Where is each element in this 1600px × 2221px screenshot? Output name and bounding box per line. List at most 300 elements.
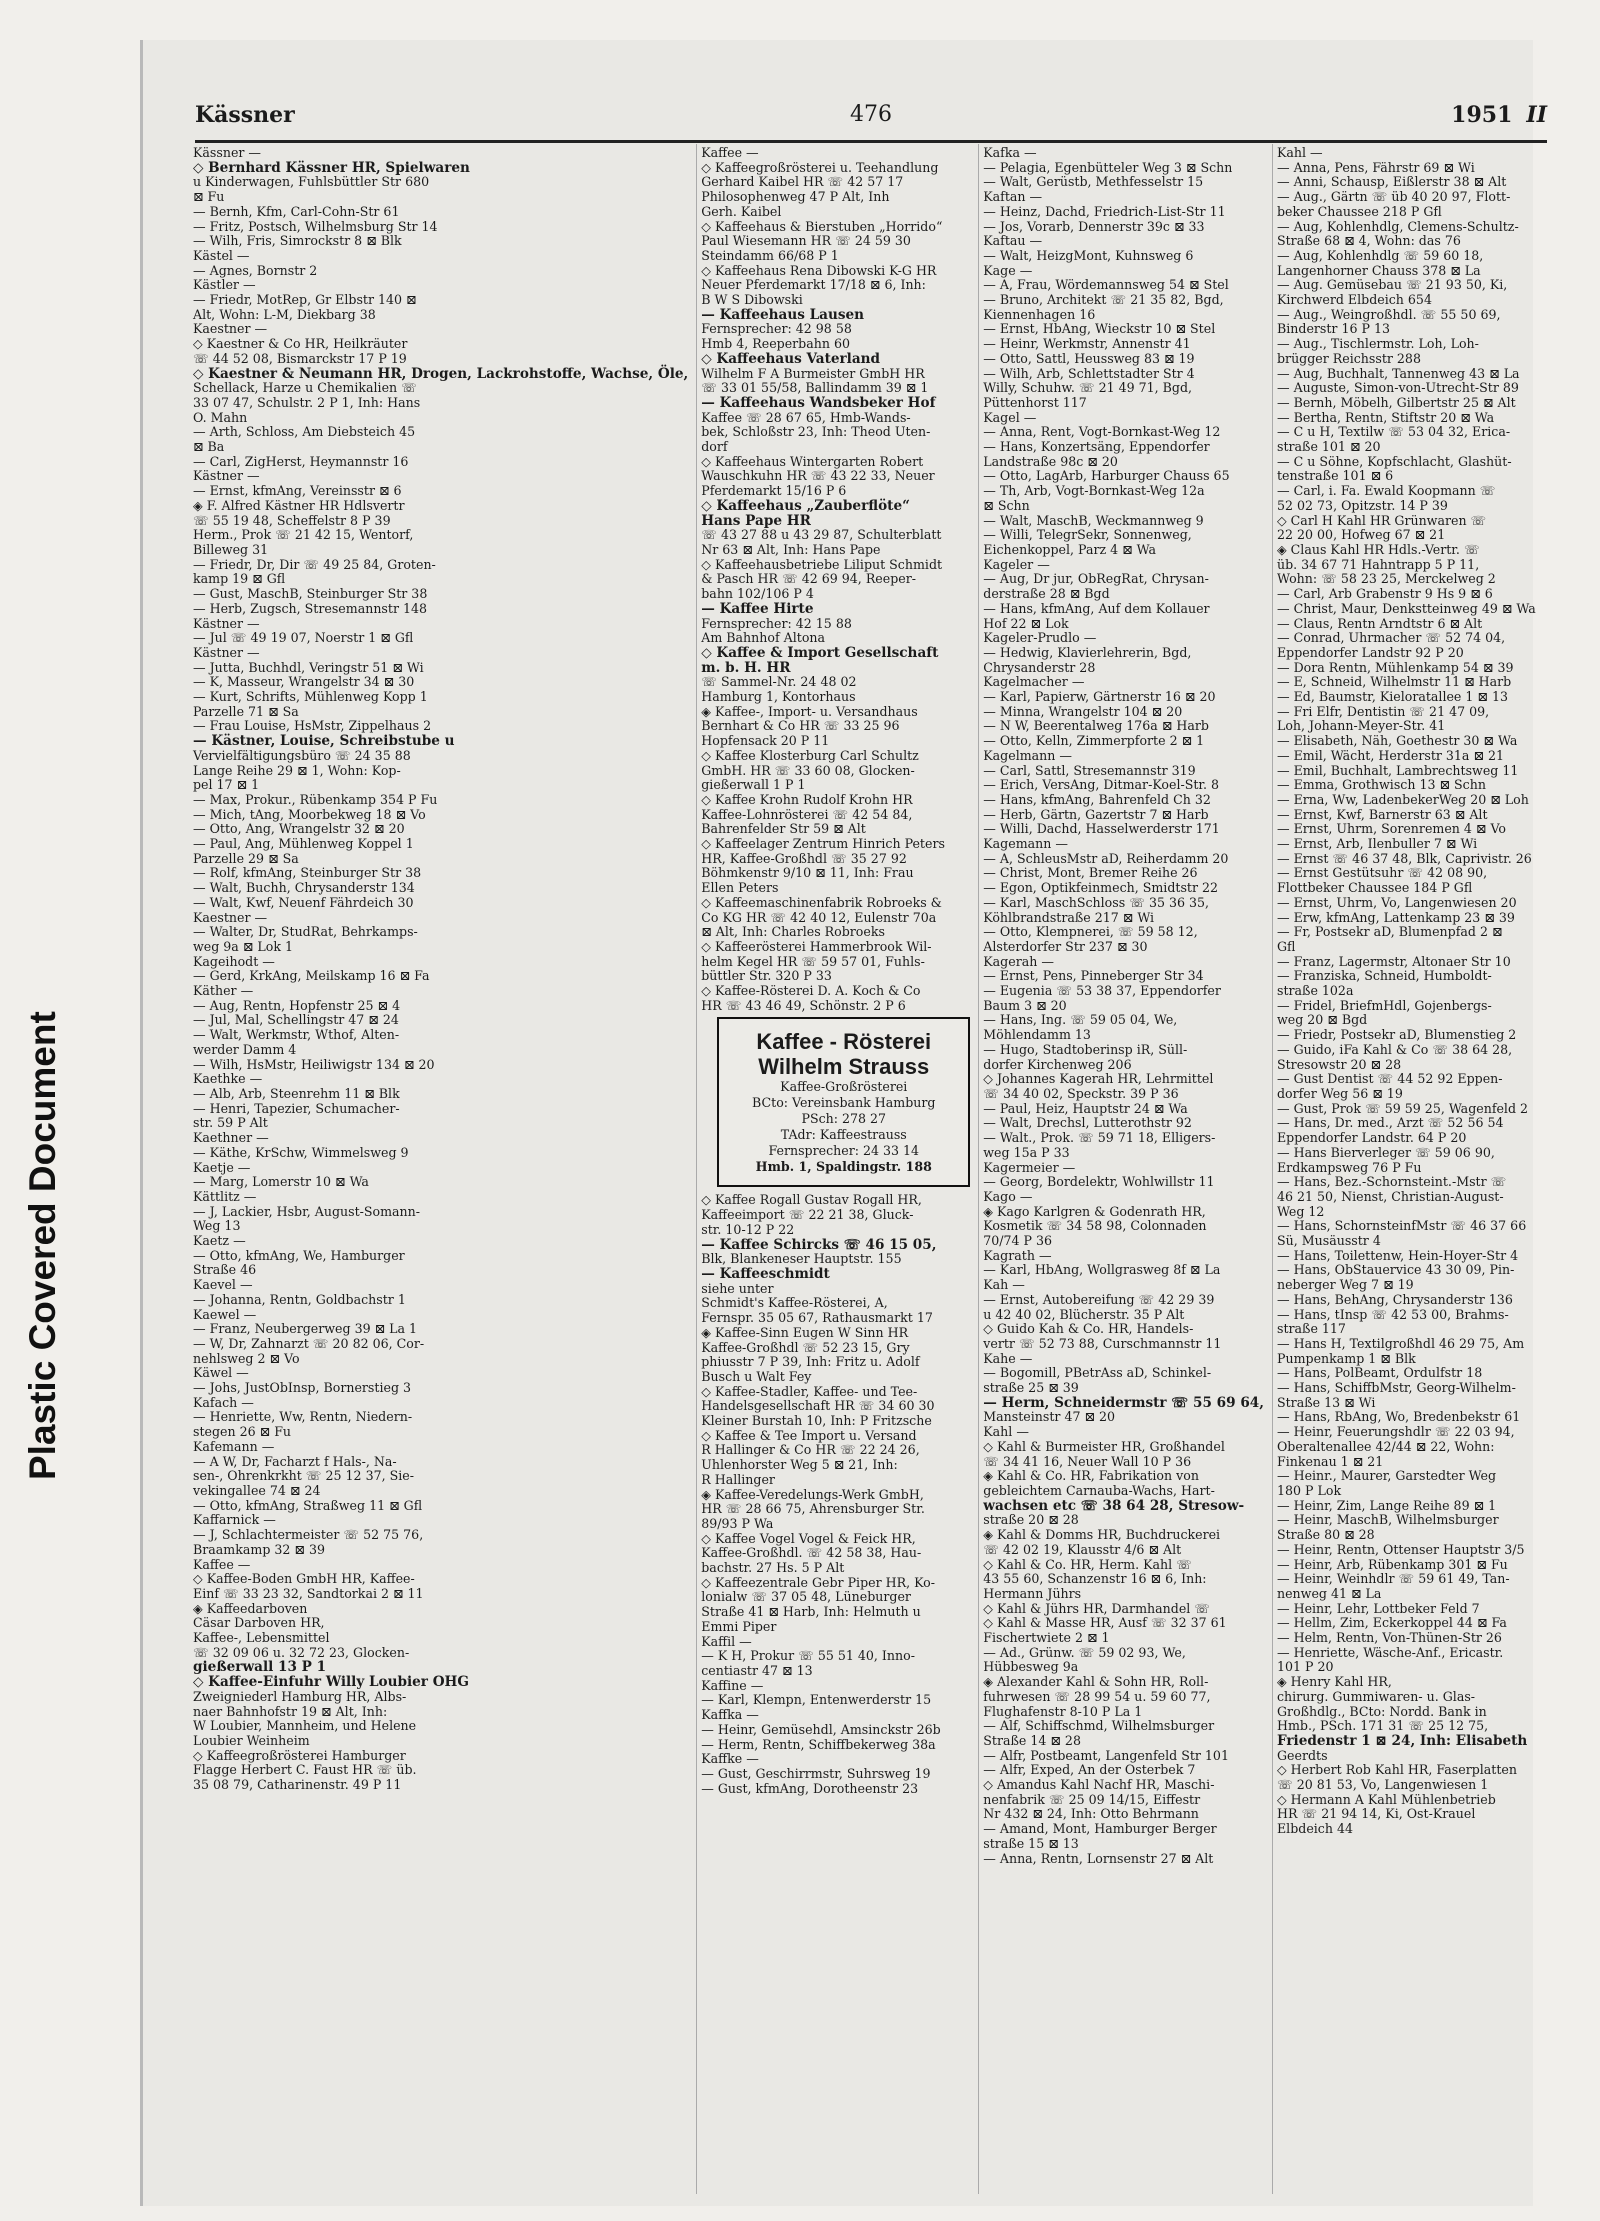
- directory-entry: — Wilh, Fris, Simrockstr 8 ⊠ Blk: [193, 233, 402, 249]
- directory-entry: neberger Weg 7 ⊠ 19: [1276, 1277, 1414, 1293]
- directory-entry: Böhmkenstr 9/10 ⊠ 11, Inh: Frau: [701, 865, 914, 881]
- directory-entry: Kahl —: [1276, 145, 1323, 160]
- directory-entry: Kageler —: [983, 556, 1050, 572]
- directory-entry: — Willi, Dachd, Hasselwerderstr 171: [983, 821, 1220, 837]
- directory-entry: — Kaffeeschmidt: [701, 1266, 830, 1282]
- directory-entry: — Th, Arb, Vogt-Bornkast-Weg 12a: [983, 483, 1205, 499]
- directory-entry: — Karl, Papierw, Gärtnerstr 16 ⊠ 20: [983, 689, 1216, 705]
- directory-entry: Kästel —: [193, 247, 250, 263]
- directory-entry: Landstraße 98c ⊠ 20: [983, 453, 1118, 469]
- directory-entry: nenweg 41 ⊠ La: [1276, 1585, 1382, 1601]
- directory-entry: — Johs, JustObInsp, Bornerstieg 3: [193, 1380, 412, 1396]
- directory-entry: Hans Pape HR: [701, 512, 811, 529]
- directory-entry: u 42 40 02, Blücherstr. 35 P Alt: [983, 1306, 1185, 1322]
- directory-entry: 89/93 P Wa: [701, 1515, 774, 1531]
- directory-entry: ⊠ Alt, Inh: Charles Robroeks: [701, 924, 885, 940]
- directory-entry: Kästner —: [193, 615, 260, 631]
- directory-entry: ◇ Kaffeehausbetriebe Liliput Schmidt: [701, 556, 943, 572]
- directory-entry: ◈ F. Alfred Kästner HR Hdlsvertr: [193, 497, 405, 513]
- directory-entry: Hof 22 ⊠ Lok: [983, 615, 1069, 631]
- directory-entry: ◇ Kaffeemaschinenfabrik Robroeks &: [701, 894, 942, 910]
- directory-entry: ☏ 34 40 02, Speckstr. 39 P 36: [983, 1086, 1179, 1101]
- directory-entry: ◇ Guido Kah & Co. HR, Handels-: [983, 1321, 1194, 1337]
- directory-entry: straße 101 ⊠ 20: [1276, 439, 1381, 455]
- directory-entry: — Willi, TelegrSekr, Sonnenweg,: [983, 527, 1192, 543]
- directory-entry: Kagel —: [983, 409, 1037, 425]
- directory-entry: — Ernst ☏ 46 37 48, Blk, Caprivistr. 26: [1276, 850, 1532, 866]
- directory-entry: Straße 14 ⊠ 28: [983, 1732, 1081, 1748]
- directory-entry: HR ☏ 21 94 14, Ki, Ost-Krauel: [1276, 1806, 1476, 1822]
- directory-entry: — Aug. Gemüsebau ☏ 21 93 50, Ki,: [1276, 277, 1508, 293]
- directory-entry: Kirchwerd Elbdeich 654: [1276, 292, 1432, 308]
- directory-entry: Kaffee —: [701, 145, 759, 160]
- directory-entry: Hmb., PSch. 171 31 ☏ 25 12 75,: [1276, 1718, 1489, 1734]
- directory-entry: — C u Söhne, Kopfschlacht, Glashüt-: [1276, 453, 1512, 469]
- directory-entry: — Carl, ZigHerst, Heymannstr 16: [193, 453, 409, 469]
- directory-entry: — Bertha, Rentn, Stiftstr 20 ⊠ Wa: [1276, 409, 1495, 425]
- directory-entry: Cäsar Darboven HR,: [193, 1615, 325, 1631]
- column-4: [1277, 144, 1555, 2194]
- directory-entry: 43 55 60, Schanzenstr 16 ⊠ 6, Inh:: [983, 1571, 1207, 1587]
- directory-entry: — Hans, Toilettenw, Hein-Hoyer-Str 4: [1276, 1247, 1519, 1263]
- directory-entry: kamp 19 ⊠ Gfl: [193, 571, 286, 587]
- directory-entry: ◇ Kaffee-Einfuhr Willy Loubier OHG: [193, 1674, 469, 1691]
- directory-entry: straße 20 ⊠ 28: [983, 1512, 1079, 1528]
- directory-entry: beker Chaussee 218 P Gfl: [1276, 203, 1442, 219]
- directory-entry: straße 117: [1276, 1321, 1346, 1337]
- directory-entry: 33 07 47, Schulstr. 2 P 1, Inh: Hans: [193, 394, 421, 410]
- directory-entry: Hermann Jührs: [983, 1585, 1082, 1601]
- ad-subtitle: Kaffee-Großrösterei: [780, 1079, 908, 1095]
- directory-entry: Kah —: [983, 1277, 1025, 1293]
- directory-entry: — Christ, Mont, Bremer Reihe 26: [983, 865, 1198, 881]
- directory-entry: — Herm, Rentn, Schiffbekerweg 38a: [701, 1736, 936, 1752]
- directory-entry: Hopfensack 20 P 11: [701, 733, 830, 749]
- directory-entry: ◈ Kaffeedarboven: [193, 1600, 308, 1616]
- directory-entry: — Gust, Prok ☏ 59 59 25, Wagenfeld 2: [1276, 1100, 1529, 1116]
- directory-entry: tenstraße 101 ⊠ 6: [1276, 468, 1394, 484]
- directory-entry: — Ernst Gestütsuhr ☏ 42 08 90,: [1276, 865, 1488, 881]
- ad-title-line1: Kaffee - Rösterei: [756, 1029, 932, 1055]
- directory-entry: nenfabrik ☏ 25 09 14/15, Eiffestr: [983, 1791, 1201, 1807]
- directory-entry: — Jutta, Buchhdl, Veringstr 51 ⊠ Wi: [193, 659, 424, 675]
- directory-entry: — Henri, Tapezier, Schumacher-: [193, 1100, 400, 1116]
- directory-entry: — Bruno, Architekt ☏ 21 35 82, Bgd,: [983, 292, 1224, 308]
- directory-entry: Kaffee-Lohnrösterei ☏ 42 54 84,: [701, 806, 913, 822]
- ad-psch: PSch: 278 27: [801, 1111, 887, 1127]
- directory-entry: HR ☏ 28 66 75, Ahrensburger Str.: [701, 1501, 925, 1517]
- directory-entry: ◈ Kaffee-, Import- u. Versandhaus: [701, 703, 918, 719]
- directory-entry: Kosmetik ☏ 34 58 98, Colonnaden: [983, 1218, 1207, 1234]
- directory-entry: Möhlendamm 13: [983, 1027, 1091, 1043]
- directory-entry: ◇ Kaffeegroßrösterei Hamburger: [193, 1747, 406, 1763]
- directory-entry: — Walt, HeizgMont, Kuhnsweg 6: [983, 247, 1194, 263]
- directory-entry: — Anna, Rent, Vogt-Bornkast-Weg 12: [983, 424, 1221, 440]
- directory-entry: — Fridel, BriefmHdl, Gojenbergs-: [1276, 997, 1492, 1013]
- directory-entry: — Fr, Postsekr aD, Blumenpfad 2 ⊠: [1276, 924, 1503, 940]
- directory-entry: bachstr. 27 Hs. 5 P Alt: [701, 1560, 845, 1576]
- directory-entry: Loubier Weinheim: [193, 1732, 310, 1748]
- directory-entry: — Fri Elfr, Dentistin ☏ 21 47 09,: [1276, 703, 1490, 719]
- directory-entry: — Conrad, Uhrmacher ☏ 52 74 04,: [1276, 630, 1506, 646]
- directory-entry: Kättlitz —: [193, 1188, 257, 1204]
- directory-entry: Nr 63 ⊠ Alt, Inh: Hans Pape: [701, 541, 881, 557]
- directory-entry: Kaethke —: [193, 1071, 263, 1087]
- directory-entry: Kafka —: [983, 145, 1037, 160]
- directory-entry: — J, Lackier, Hsbr, August-Somann-: [193, 1203, 421, 1219]
- directory-entry: — Kaffee Hirte: [701, 600, 814, 617]
- directory-entry: — Ernst, Kwf, Barnerstr 63 ⊠ Alt: [1276, 806, 1488, 822]
- directory-entry: — Heinz, Dachd, Friedrich-List-Str 11: [983, 203, 1226, 219]
- directory-entry: ◇ Kaestner & Neumann HR, Drogen, Lackrohstoffe, Wachse, Öle,: [193, 365, 689, 382]
- directory-entry: Gfl: [1276, 938, 1296, 954]
- directory-entry: — Carl, Sattl, Stresemannstr 319: [983, 762, 1196, 778]
- directory-entry: — Hugo, Stadtoberinsp iR, Süll-: [983, 1041, 1188, 1057]
- directory-entry: brügger Reichsstr 288: [1276, 350, 1421, 366]
- directory-entry: ☏ Sammel-Nr. 24 48 02: [701, 674, 857, 690]
- directory-entry: fuhrwesen ☏ 28 99 54 u. 59 60 77,: [983, 1688, 1211, 1704]
- directory-entry: straße 25 ⊠ 39: [983, 1380, 1079, 1396]
- directory-entry: — Carl, Arb Grabenstr 9 Hs 9 ⊠ 6: [1276, 586, 1493, 602]
- directory-entry: — Hans, ObStauervice 43 30 09, Pin-: [1276, 1262, 1515, 1278]
- directory-entry: u Kinderwagen, Fuhlsbüttler Str 680: [193, 174, 430, 190]
- directory-entry: Co KG HR ☏ 42 40 12, Eulenstr 70a: [701, 909, 937, 925]
- directory-entry: Kaevel —: [193, 1277, 253, 1293]
- directory-entry: — Jul, Mal, Schellingstr 47 ⊠ 24: [193, 1012, 399, 1028]
- directory-entry: ◇ Kahl & Co. HR, Herm. Kahl ☏: [983, 1556, 1192, 1572]
- directory-entry: Kagrath —: [983, 1247, 1052, 1263]
- directory-entry: Sü, Musäusstr 4: [1276, 1233, 1381, 1249]
- directory-entry: — Käthe, KrSchw, Wimmelsweg 9: [193, 1144, 409, 1160]
- directory-entry: Stresowstr 20 ⊠ 28: [1276, 1056, 1402, 1072]
- directory-entry: — Pelagia, Egenbütteler Weg 3 ⊠ Schn: [983, 159, 1233, 175]
- directory-entry: — Johanna, Rentn, Goldbachstr 1: [193, 1291, 406, 1307]
- directory-entry: 70/74 P 36: [983, 1233, 1053, 1249]
- directory-entry: — Karl, HbAng, Wollgrasweg 8f ⊠ La: [983, 1262, 1221, 1278]
- directory-entry: Käwel —: [193, 1365, 249, 1381]
- directory-entry: — Hans, RbAng, Wo, Bredenbekstr 61: [1276, 1409, 1521, 1425]
- directory-entry: — Hans Bierverleger ☏ 59 06 90,: [1276, 1144, 1495, 1160]
- directory-entry: — Rolf, kfmAng, Steinburger Str 38: [193, 865, 422, 881]
- directory-entry: Kago —: [983, 1188, 1033, 1204]
- directory-entry: — Walt, Buchh, Chrysanderstr 134: [193, 880, 415, 896]
- directory-entry: — Heinr, Lehr, Lottbeker Feld 7: [1276, 1600, 1480, 1616]
- directory-entry: lonialw ☏ 37 05 48, Lüneburger: [701, 1589, 911, 1605]
- directory-entry: ◇ Kaffeehaus & Bierstuben „Horrido“: [701, 218, 943, 234]
- directory-entry: Kagemann —: [983, 836, 1068, 852]
- directory-entry: Pumpenkamp 1 ⊠ Blk: [1276, 1350, 1416, 1366]
- ad-address: Hmb. 1, Spaldingstr. 188: [755, 1159, 932, 1175]
- directory-entry: Kaffke —: [701, 1751, 759, 1767]
- directory-entry: Fernsprecher: 42 98 58: [701, 321, 852, 337]
- directory-entry: R Hallinger & Co HR ☏ 22 24 26,: [701, 1442, 920, 1458]
- directory-entry: — Claus, Rentn Arndtstr 6 ⊠ Alt: [1276, 615, 1483, 631]
- directory-entry: ⊠ Fu: [193, 189, 225, 205]
- directory-entry: Kaestner —: [193, 909, 268, 925]
- directory-entry: ◇ Kaffee-Stadler, Kaffee- und Tee-: [701, 1383, 918, 1399]
- directory-entry: Elbdeich 44: [1276, 1821, 1354, 1837]
- directory-entry: gießerwall 1 P 1: [701, 777, 806, 793]
- directory-entry: R Hallinger: [701, 1471, 775, 1487]
- directory-entry: Bahrenfelder Str 59 ⊠ Alt: [701, 821, 866, 837]
- directory-entry: derstraße 28 ⊠ Bgd: [983, 586, 1110, 602]
- directory-entry: helm Kegel HR ☏ 59 57 01, Fuhls-: [701, 953, 925, 969]
- directory-entry: — Walt, Kwf, Neuenf Fährdeich 30: [193, 894, 414, 910]
- directory-entry: — C u H, Textilw ☏ 53 04 32, Erica-: [1276, 424, 1511, 440]
- directory-entry: Blk, Blankeneser Hauptstr. 155: [701, 1251, 902, 1267]
- directory-entry: — Aug., Weingroßhdl. ☏ 55 50 69,: [1276, 306, 1501, 322]
- directory-entry: ☏ 33 01 55/58, Ballindamm 39 ⊠ 1: [701, 380, 929, 396]
- directory-entry: — Walter, Dr, StudRat, Behrkamps-: [193, 924, 418, 940]
- directory-entry: Alt, Wohn: L-M, Diekbarg 38: [193, 306, 376, 322]
- directory-entry: — Aug, Kohlenhdlg ☏ 59 60 18,: [1276, 247, 1484, 263]
- directory-entry: wachsen etc ☏ 38 64 28, Stresow-: [983, 1497, 1245, 1514]
- directory-entry: — Fritz, Postsch, Wilhelmsburg Str 14: [193, 218, 438, 234]
- directory-entry: Kaethner —: [193, 1130, 269, 1146]
- directory-entry: — Herb, Zugsch, Stresemannstr 148: [193, 600, 428, 616]
- directory-entry: Kästner —: [193, 468, 260, 484]
- directory-entry: ◇ Kaffee-Boden GmbH HR, Kaffee-: [193, 1571, 415, 1587]
- directory-entry: 22 20 00, Hofweg 67 ⊠ 21: [1276, 527, 1446, 543]
- directory-entry: vertr ☏ 52 73 88, Curschmannstr 11: [983, 1335, 1222, 1351]
- directory-entry: ◇ Kaffee & Tee Import u. Versand: [701, 1427, 917, 1443]
- directory-entry: naer Bahnhofstr 19 ⊠ Alt, Inh:: [193, 1703, 388, 1719]
- directory-entry: Fernsprecher: 42 15 88: [701, 615, 852, 631]
- directory-entry: — Hans, kfmAng, Bahrenfeld Ch 32: [983, 791, 1211, 807]
- directory-entry: — Georg, Bordelektr, Wohlwillstr 11: [983, 1174, 1215, 1190]
- directory-entry: Friedenstr 1 ⊠ 24, Inh: Elisabeth: [1276, 1732, 1528, 1749]
- ad-phone: Fernsprecher: 24 33 14: [768, 1143, 920, 1159]
- directory-entry: — Mich, tAng, Moorbekweg 18 ⊠ Vo: [193, 806, 426, 822]
- directory-entry: — W, Dr, Zahnarzt ☏ 20 82 06, Cor-: [193, 1335, 425, 1351]
- header-keyword: Kässner: [195, 102, 295, 128]
- directory-entry: — Franziska, Schneid, Humboldt-: [1276, 968, 1492, 984]
- directory-entry: — Heinr, Rentn, Ottenser Hauptstr 3/5: [1276, 1541, 1525, 1557]
- directory-entry: Handelsgesellschaft HR ☏ 34 60 30: [701, 1398, 935, 1414]
- directory-entry: ◈ Claus Kahl HR Hdls.-Vertr. ☏: [1276, 541, 1480, 557]
- directory-entry: — Aug, Buchhalt, Tannenweg 43 ⊠ La: [1276, 365, 1520, 381]
- directory-entry: — Heinr, Zim, Lange Reihe 89 ⊠ 1: [1276, 1497, 1497, 1513]
- directory-entry: — Otto, kfmAng, We, Hamburger: [193, 1247, 405, 1263]
- part-text: II: [1526, 102, 1547, 128]
- directory-entry: bahn 102/106 P 4: [701, 586, 814, 602]
- directory-entry: ☏ 42 02 19, Klausstr 4/6 ⊠ Alt: [983, 1541, 1182, 1557]
- directory-entry: ⊠ Ba: [193, 439, 225, 455]
- directory-entry: — Herb, Gärtn, Gazertstr 7 ⊠ Harb: [983, 806, 1209, 822]
- directory-entry: ◈ Kahl & Co. HR, Fabrikation von: [983, 1468, 1199, 1484]
- directory-entry: — Ernst, Uhrm, Vo, Langenwiesen 20: [1276, 894, 1517, 910]
- directory-entry: — A, SchleusMstr aD, Reiherdamm 20: [983, 850, 1229, 866]
- directory-entry: gebleichtem Carnauba-Wachs, Hart-: [983, 1482, 1215, 1498]
- directory-entry: Steindamm 66/68 P 1: [701, 247, 839, 263]
- directory-entry: ◇ Kaffee Krohn Rudolf Krohn HR: [701, 791, 913, 807]
- directory-entry: Straße 46: [193, 1262, 257, 1278]
- directory-entry: dorfer Kirchenweg 206: [983, 1056, 1132, 1072]
- plastic-covered-label: Plastic Covered Document: [22, 1011, 63, 1480]
- directory-entry: Kaffarnick —: [193, 1512, 276, 1528]
- directory-entry: — Kaffee Schircks ☏ 46 15 05,: [701, 1236, 937, 1253]
- directory-entry: — Otto, Ang, Wrangelstr 32 ⊠ 20: [193, 821, 405, 837]
- directory-entry: ◇ Kaffee Rogall Gustav Rogall HR,: [701, 1192, 922, 1208]
- directory-entry: str. 59 P Alt: [193, 1115, 268, 1131]
- directory-entry: — Hans, SchornsteinfMstr ☏ 46 37 66: [1276, 1218, 1527, 1234]
- directory-entry: — Henriette, Ww, Rentn, Niedern-: [193, 1409, 413, 1425]
- directory-entry: — Wilh, HsMstr, Heiliwigstr 134 ⊠ 20: [193, 1056, 435, 1072]
- directory-entry: Eppendorfer Landstr. 64 P 20: [1276, 1130, 1467, 1146]
- directory-entry: — Friedr, MotRep, Gr Elbstr 140 ⊠: [193, 292, 417, 308]
- directory-entry: ◇ Kahl & Masse HR, Ausf ☏ 32 37 61: [983, 1615, 1227, 1631]
- directory-entry: gießerwall 13 P 1: [193, 1659, 327, 1676]
- directory-entry: — Minna, Wrangelstr 104 ⊠ 20: [983, 703, 1183, 719]
- directory-entry: — N W, Beerentalweg 176a ⊠ Harb: [983, 718, 1209, 734]
- directory-entry: Weg 13: [193, 1218, 241, 1234]
- directory-entry: ◇ Bernhard Kässner HR, Spielwaren: [193, 159, 470, 176]
- directory-entry: — Anni, Schausp, Eißlerstr 38 ⊠ Alt: [1276, 174, 1507, 190]
- directory-entry: Herm., Prok ☏ 21 42 15, Wentorf,: [193, 527, 414, 543]
- directory-entry: Flughafenstr 8-10 P La 1: [983, 1703, 1143, 1719]
- directory-entry: ☏ 43 27 88 u 43 29 87, Schulterblatt: [701, 527, 942, 543]
- page-number: 476: [850, 102, 892, 127]
- directory-entry: — Aug., Tischlermstr. Loh, Loh-: [1276, 336, 1479, 352]
- directory-entry: — Hans H, Textilgroßhdl 46 29 75, Am: [1276, 1335, 1525, 1351]
- directory-entry: Uhlenhorster Weg 5 ⊠ 21, Inh:: [701, 1457, 898, 1473]
- directory-entry: — Paul, Ang, Mühlenweg Koppel 1: [193, 836, 414, 852]
- directory-entry: ◈ Kaffee-Veredelungs-Werk GmbH,: [701, 1486, 924, 1502]
- directory-entry: Kaffee-, Lebensmittel: [193, 1630, 330, 1646]
- directory-entry: ◇ Kaffeehaus Rena Dibowski K-G HR: [701, 262, 937, 278]
- directory-entry: ◈ Henry Kahl HR,: [1276, 1674, 1392, 1690]
- directory-entry: dorf: [701, 439, 728, 455]
- directory-entry: & Pasch HR ☏ 42 69 94, Reeper-: [701, 571, 916, 587]
- directory-entry: — Aug., Gärtn ☏ üb 40 20 97, Flott-: [1276, 189, 1511, 205]
- directory-entry: Kaffee-Großhdl ☏ 52 23 15, Gry: [701, 1339, 910, 1355]
- directory-entry: — Helm, Rentn, Von-Thünen-Str 26: [1276, 1630, 1502, 1646]
- directory-entry: — Agnes, Bornstr 2: [193, 262, 318, 278]
- directory-entry: Kaftau —: [983, 233, 1043, 249]
- directory-entry: ◇ Kaffee Klosterburg Carl Schultz: [701, 747, 919, 763]
- directory-entry: Wilhelm F A Burmeister GmbH HR: [701, 365, 925, 381]
- directory-entry: — A, Frau, Wördemannsweg 54 ⊠ Stel: [983, 277, 1229, 293]
- directory-entry: ☏ 55 19 48, Scheffelstr 8 P 39: [193, 512, 391, 528]
- directory-entry: — K, Masseur, Wrangelstr 34 ⊠ 30: [193, 674, 415, 690]
- directory-entry: — Kaffeehaus Lausen: [701, 306, 865, 323]
- directory-entry: — Otto, kfmAng, Straßweg 11 ⊠ Gfl: [193, 1497, 423, 1513]
- directory-entry: — Otto, Klempnerei, ☏ 59 58 12,: [983, 924, 1198, 940]
- directory-entry: Kagelmann —: [983, 747, 1072, 763]
- directory-entry: Großhdlg., BCto: Nordd. Bank in: [1276, 1703, 1487, 1719]
- page-header: [195, 90, 1547, 143]
- directory-entry: — Herm, Schneidermstr ☏ 55 69 64,: [983, 1394, 1264, 1411]
- directory-entry: ◇ Kaffeelager Zentrum Hinrich Peters: [701, 836, 945, 852]
- directory-entry: — Frau Louise, HsMstr, Zippelhaus 2: [193, 718, 432, 734]
- directory-entry: siehe unter: [701, 1280, 774, 1296]
- directory-entry: sen-, Ohrenkrkht ☏ 25 12 37, Sie-: [193, 1468, 414, 1484]
- directory-entry: — Anna, Rentn, Lornsenstr 27 ⊠ Alt: [983, 1850, 1214, 1866]
- directory-entry: — E, Schneid, Wilhelmstr 11 ⊠ Harb: [1276, 674, 1512, 690]
- directory-entry: — Gust, MaschB, Steinburger Str 38: [193, 586, 428, 602]
- directory-entry: — Heinr, Arb, Rübenkamp 301 ⊠ Fu: [1276, 1556, 1508, 1572]
- directory-entry: Hmb 4, Reeperbahn 60: [701, 336, 851, 352]
- directory-entry: — Anna, Pens, Fährstr 69 ⊠ Wi: [1276, 159, 1475, 175]
- directory-entry: Hübbesweg 9a: [983, 1659, 1079, 1675]
- directory-entry: ☏ 34 41 16, Neuer Wall 10 P 36: [983, 1453, 1192, 1469]
- directory-entry: — Franz, Lagermstr, Altonaer Str 10: [1276, 953, 1511, 969]
- directory-entry: — Auguste, Simon-von-Utrecht-Str 89: [1276, 380, 1519, 396]
- directory-entry: Langenhorner Chauss 378 ⊠ La: [1276, 262, 1481, 278]
- directory-entry: — Hans, Ing. ☏ 59 05 04, We,: [983, 1012, 1178, 1028]
- directory-entry: Mansteinstr 47 ⊠ 20: [983, 1409, 1116, 1425]
- directory-entry: ◇ Kaffee & Import Gesellschaft: [701, 644, 939, 661]
- directory-entry: O. Mahn: [193, 409, 248, 425]
- directory-entry: Ellen Peters: [701, 880, 779, 896]
- ad-title-line2: Wilhelm Strauss: [758, 1054, 930, 1080]
- directory-entry: — Emma, Grothwisch 13 ⊠ Schn: [1276, 777, 1486, 793]
- directory-entry: ◈ Alexander Kahl & Sohn HR, Roll-: [983, 1674, 1209, 1690]
- directory-entry: — Gerd, KrkAng, Meilskamp 16 ⊠ Fa: [193, 968, 430, 984]
- directory-entry: Parzelle 29 ⊠ Sa: [193, 850, 299, 866]
- directory-entry: vekingallee 74 ⊠ 24: [193, 1482, 321, 1498]
- directory-entry: Kaetje —: [193, 1159, 251, 1175]
- directory-entry: — Kaffeehaus Wandsbeker Hof: [701, 394, 936, 411]
- directory-entry: Kageler-Prudlo —: [983, 630, 1097, 646]
- directory-entry: — Walt, Gerüstb, Methfesselstr 15: [983, 174, 1204, 190]
- directory-entry: — Hans, Bez.-Schornsteint.-Mstr ☏: [1276, 1174, 1507, 1190]
- directory-entry: Braamkamp 32 ⊠ 39: [193, 1541, 325, 1557]
- directory-entry: — Hans, tInsp ☏ 42 53 00, Brahms-: [1276, 1306, 1509, 1322]
- directory-entry: Wohn: ☏ 58 23 25, Merckelweg 2: [1276, 571, 1496, 587]
- directory-entry: nehlsweg 2 ⊠ Vo: [193, 1350, 300, 1366]
- directory-entry: ◇ Hermann A Kahl Mühlenbetrieb: [1276, 1791, 1496, 1807]
- directory-entry: Flottbeker Chaussee 184 P Gfl: [1276, 880, 1473, 896]
- directory-entry: — Max, Prokur., Rübenkamp 354 P Fu: [193, 791, 438, 807]
- directory-entry: — Heinr., Maurer, Garstedter Weg: [1276, 1468, 1497, 1484]
- directory-entry: — Jos, Vorarb, Dennerstr 39c ⊠ 33: [983, 218, 1205, 234]
- directory-entry: Binderstr 16 P 13: [1276, 321, 1390, 337]
- directory-entry: — Otto, Kelln, Zimmerpforte 2 ⊠ 1: [983, 733, 1205, 749]
- directory-entry: — Hans, BehAng, Chrysanderstr 136: [1276, 1291, 1513, 1307]
- directory-entry: Püttenhorst 117: [983, 394, 1087, 410]
- column-1: [193, 144, 697, 2194]
- directory-entry: — Alb, Arb, Steenrehm 11 ⊠ Blk: [193, 1086, 400, 1101]
- directory-entry: GmbH. HR ☏ 33 60 08, Glocken-: [701, 762, 915, 778]
- directory-entry: str. 10-12 P 22: [701, 1221, 795, 1237]
- directory-entry: ◇ Johannes Kagerah HR, Lehrmittel: [983, 1071, 1214, 1087]
- directory-entry: — Alfr, Postbeamt, Langenfeld Str 101: [983, 1747, 1229, 1763]
- directory-entry: Kaffka —: [701, 1707, 759, 1723]
- directory-entry: — Amand, Mont, Hamburger Berger: [983, 1821, 1217, 1837]
- directory-entry: — Aug, Rentn, Hopfenstr 25 ⊠ 4: [193, 997, 401, 1013]
- directory-entry: Kästler —: [193, 277, 256, 293]
- directory-entry: ◇ Kaffee Vogel Vogel & Feick HR,: [701, 1530, 916, 1546]
- directory-entry: 46 21 50, Nienst, Christian-August-: [1276, 1188, 1504, 1204]
- directory-entry: — Egon, Optikfeinmech, Smidtstr 22: [983, 880, 1219, 896]
- directory-entry: — Paul, Heiz, Hauptstr 24 ⊠ Wa: [983, 1100, 1188, 1116]
- directory-entry: Chrysanderstr 28: [983, 659, 1096, 675]
- directory-entry: Geerdts: [1276, 1747, 1328, 1763]
- directory-entry: ☏ 20 81 53, Vo, Langenwiesen 1: [1276, 1777, 1489, 1793]
- directory-entry: — Aug, Dr jur, ObRegRat, Chrysan-: [983, 571, 1209, 587]
- directory-entry: Weg 12: [1276, 1203, 1325, 1219]
- directory-entry: — Erich, VersAng, Ditmar-Koel-Str. 8: [983, 777, 1220, 793]
- directory-entry: Oberaltenallee 42/44 ⊠ 22, Wohn:: [1276, 1438, 1495, 1454]
- directory-entry: ◇ Kahl & Burmeister HR, Großhandel: [983, 1438, 1225, 1454]
- directory-entry: Straße 41 ⊠ Harb, Inh: Helmuth u: [701, 1604, 921, 1620]
- directory-entry: werder Damm 4: [193, 1041, 297, 1057]
- directory-entry: m. b. H. HR: [701, 659, 791, 676]
- directory-entry: — Heinr, MaschB, Wilhelmsburger: [1276, 1512, 1499, 1528]
- directory-entry: — Emil, Wächt, Herderstr 31a ⊠ 21: [1276, 747, 1505, 763]
- directory-entry: Kageihodt —: [193, 953, 275, 969]
